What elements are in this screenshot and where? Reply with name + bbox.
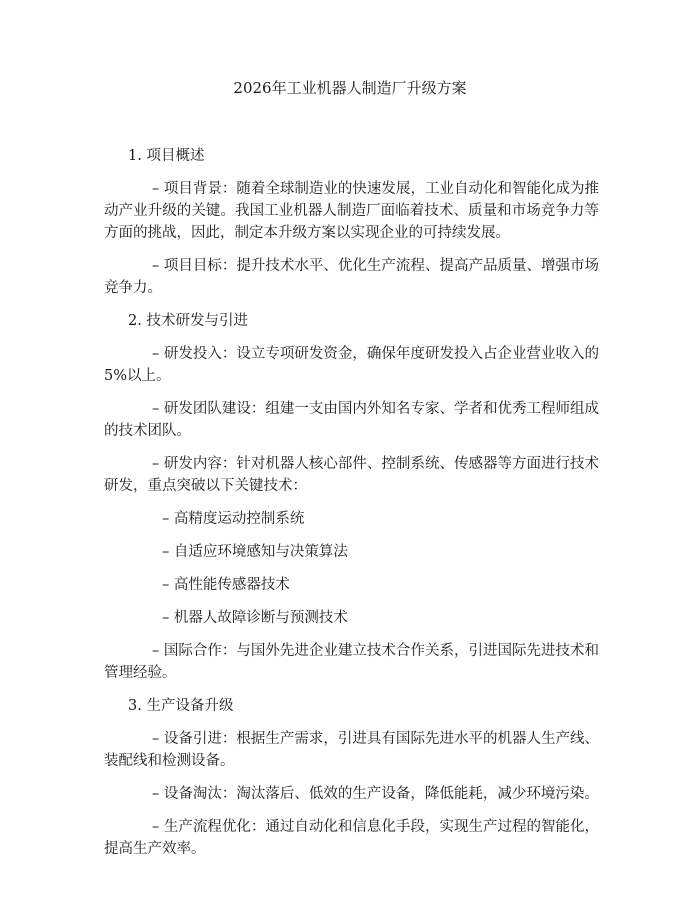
document-title: 2026年工业机器人制造厂升级方案 — [233, 79, 467, 97]
paragraph-equipment-retirement: – 设备淘汰：淘汰落后、低效的生产设备，降低能耗，减少环境污染。 — [152, 786, 599, 802]
paragraph-rd-content: – 研发内容：针对机器人核心部件、控制系统、传感器等方面进行技术研发，重点突破以下关键技术： — [104, 456, 599, 494]
list-item: – 高性能传感器技术 — [162, 577, 290, 593]
list-item: – 高精度运动控制系统 — [162, 511, 305, 527]
paragraph-rd-investment: – 研发投入：设立专项研发资金，确保年度研发投入占企业营业收入的5%以上。 — [104, 346, 599, 384]
section-heading-3: 3. 生产设备升级 — [128, 698, 234, 714]
document-body — [104, 145, 599, 871]
paragraph-process-optimization: – 生产流程优化：通过自动化和信息化手段，实现生产过程的智能化，提高生产效率。 — [104, 819, 599, 857]
paragraph-project-background: – 项目背景：随着全球制造业的快速发展，工业自动化和智能化成为推动产业升级的关键。我国工业机器人制造厂面临着技术、质量和市场竞争力等方面的挑战，因此，制定本升级方案以实现企业的可持续发展。 — [104, 181, 599, 241]
section-heading-2: 2. 技术研发与引进 — [128, 313, 248, 329]
paragraph-rd-team: – 研发团队建设：组建一支由国内外知名专家、学者和优秀工程师组成的技术团队。 — [104, 401, 599, 439]
section-heading-1: 1. 项目概述 — [128, 148, 205, 164]
paragraph-project-goal: – 项目目标：提升技术水平、优化生产流程、提高产品质量、增强市场竞争力。 — [104, 258, 599, 296]
paragraph-equipment-import: – 设备引进：根据生产需求，引进具有国际先进水平的机器人生产线、装配线和检测设备。 — [104, 731, 599, 769]
list-item: – 机器人故障诊断与预测技术 — [162, 610, 348, 626]
list-item: – 自适应环境感知与决策算法 — [162, 544, 348, 560]
paragraph-international-cooperation: – 国际合作：与国外先进企业建立技术合作关系，引进国际先进技术和管理经验。 — [104, 643, 599, 681]
